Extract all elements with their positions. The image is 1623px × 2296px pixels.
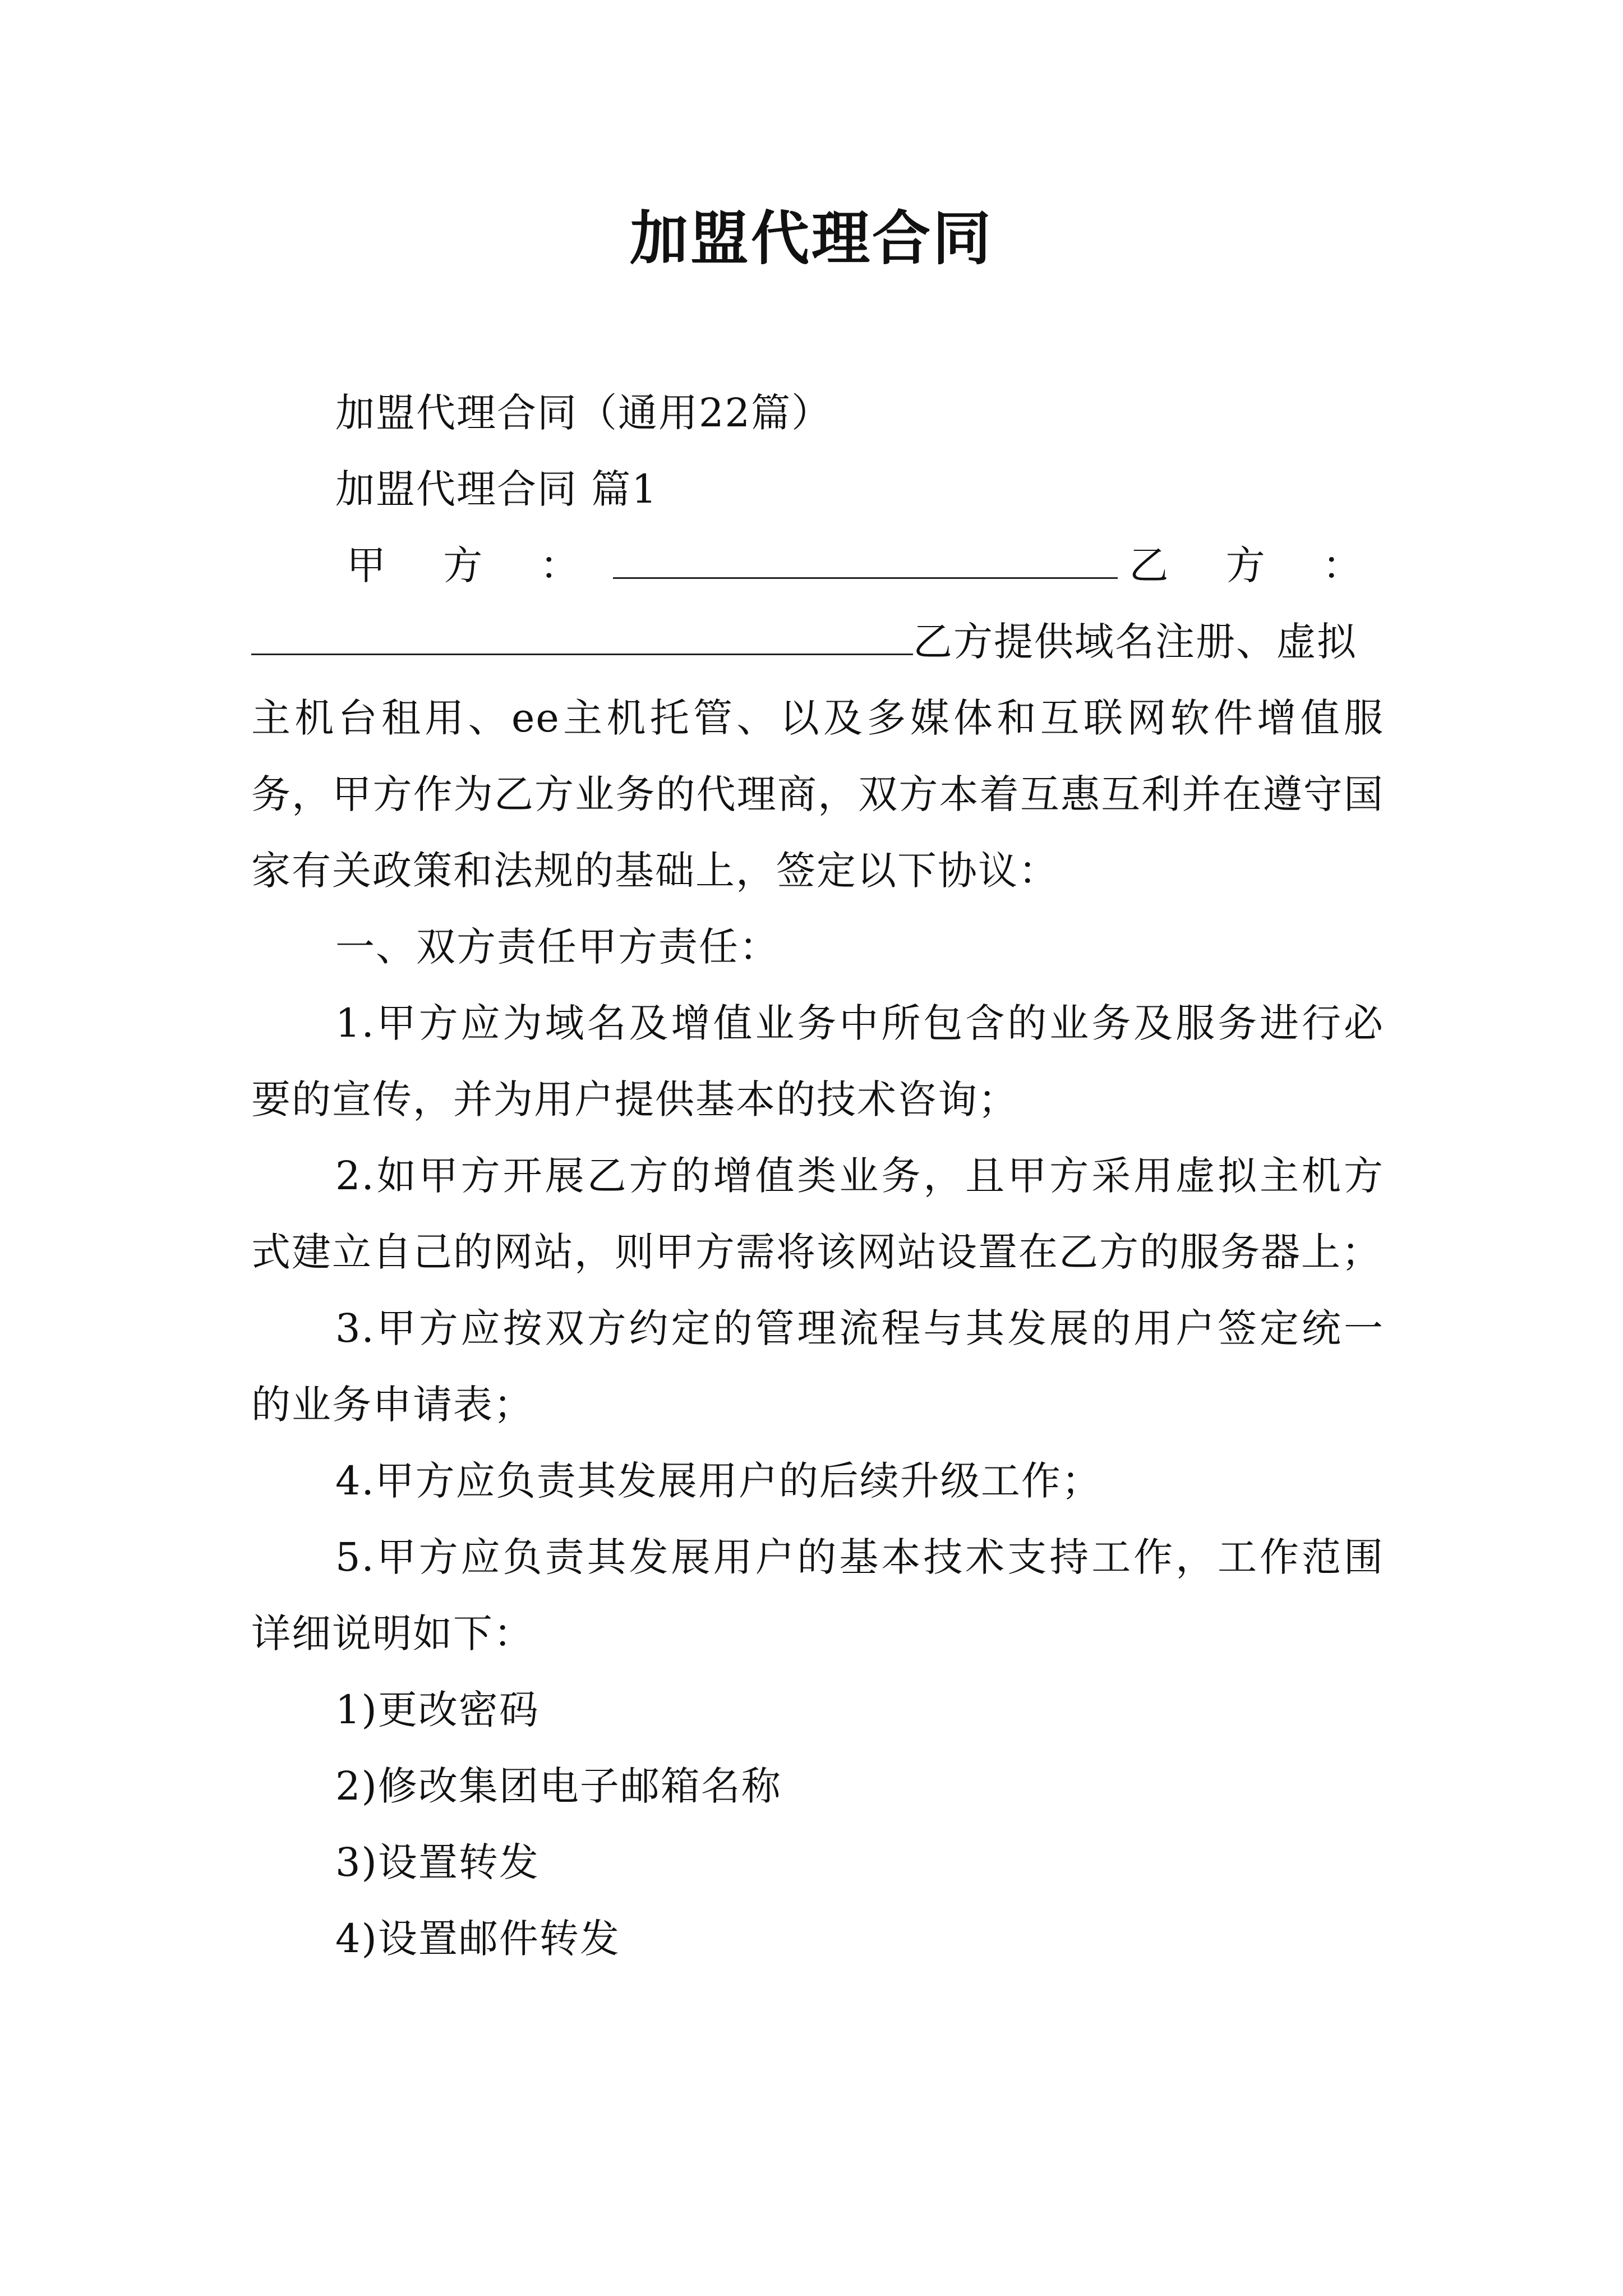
intro-first-line bbox=[251, 604, 1384, 680]
sub-item-3: 3)设置转发 bbox=[335, 1839, 540, 1885]
list-item-4: 4.甲方应负责其发展用户的后续升级工作； bbox=[335, 1458, 1102, 1504]
heading-responsibilities: 一、双方责任甲方责任： bbox=[335, 924, 780, 970]
list-item-2: 2.如甲方开展乙方的增值类业务，且甲方采用虚拟主机方式建立自己的网站，则甲方需将该网站设置在乙方的服务器上； bbox=[251, 1153, 1384, 1275]
party-line bbox=[251, 527, 1384, 604]
intro-after-blank: 乙方提供域名注册、虚拟 bbox=[913, 619, 1357, 665]
party-a-label: 甲 方 ： bbox=[347, 542, 602, 588]
list-item-1: 1.甲方应为域名及增值业务中所包含的业务及服务进行必要的宣传，并为用户提供基本的技术咨询； bbox=[251, 1000, 1384, 1122]
intro-paragraph: 主机台租用、ee主机托管、以及多媒体和互联网软件增值服务，甲方作为乙方业务的代理商，双方本着互惠互利并在遵守国家有关政策和法规的基础上，签定以下协议： bbox=[251, 695, 1384, 894]
sub-item-1: 1)更改密码 bbox=[335, 1687, 540, 1733]
document-body bbox=[251, 375, 1384, 1977]
list-item-5: 5.甲方应负责其发展用户的基本技术支持工作，工作范围详细说明如下： bbox=[251, 1534, 1384, 1657]
party-b-label: 乙 方 ： bbox=[1129, 542, 1384, 588]
document-title: 加盟代理合同 bbox=[629, 204, 993, 273]
section-heading: 加盟代理合同 篇1 bbox=[335, 466, 658, 512]
party-b-blank bbox=[251, 620, 913, 655]
sub-item-4: 4)设置邮件转发 bbox=[335, 1916, 620, 1962]
sub-item-2: 2)修改集团电子邮箱名称 bbox=[335, 1763, 782, 1809]
list-item-3: 3.甲方应按双方约定的管理流程与其发展的用户签定统一的业务申请表； bbox=[251, 1305, 1384, 1428]
document-subtitle: 加盟代理合同（通用22篇） bbox=[335, 390, 832, 436]
party-a-blank bbox=[613, 544, 1118, 579]
